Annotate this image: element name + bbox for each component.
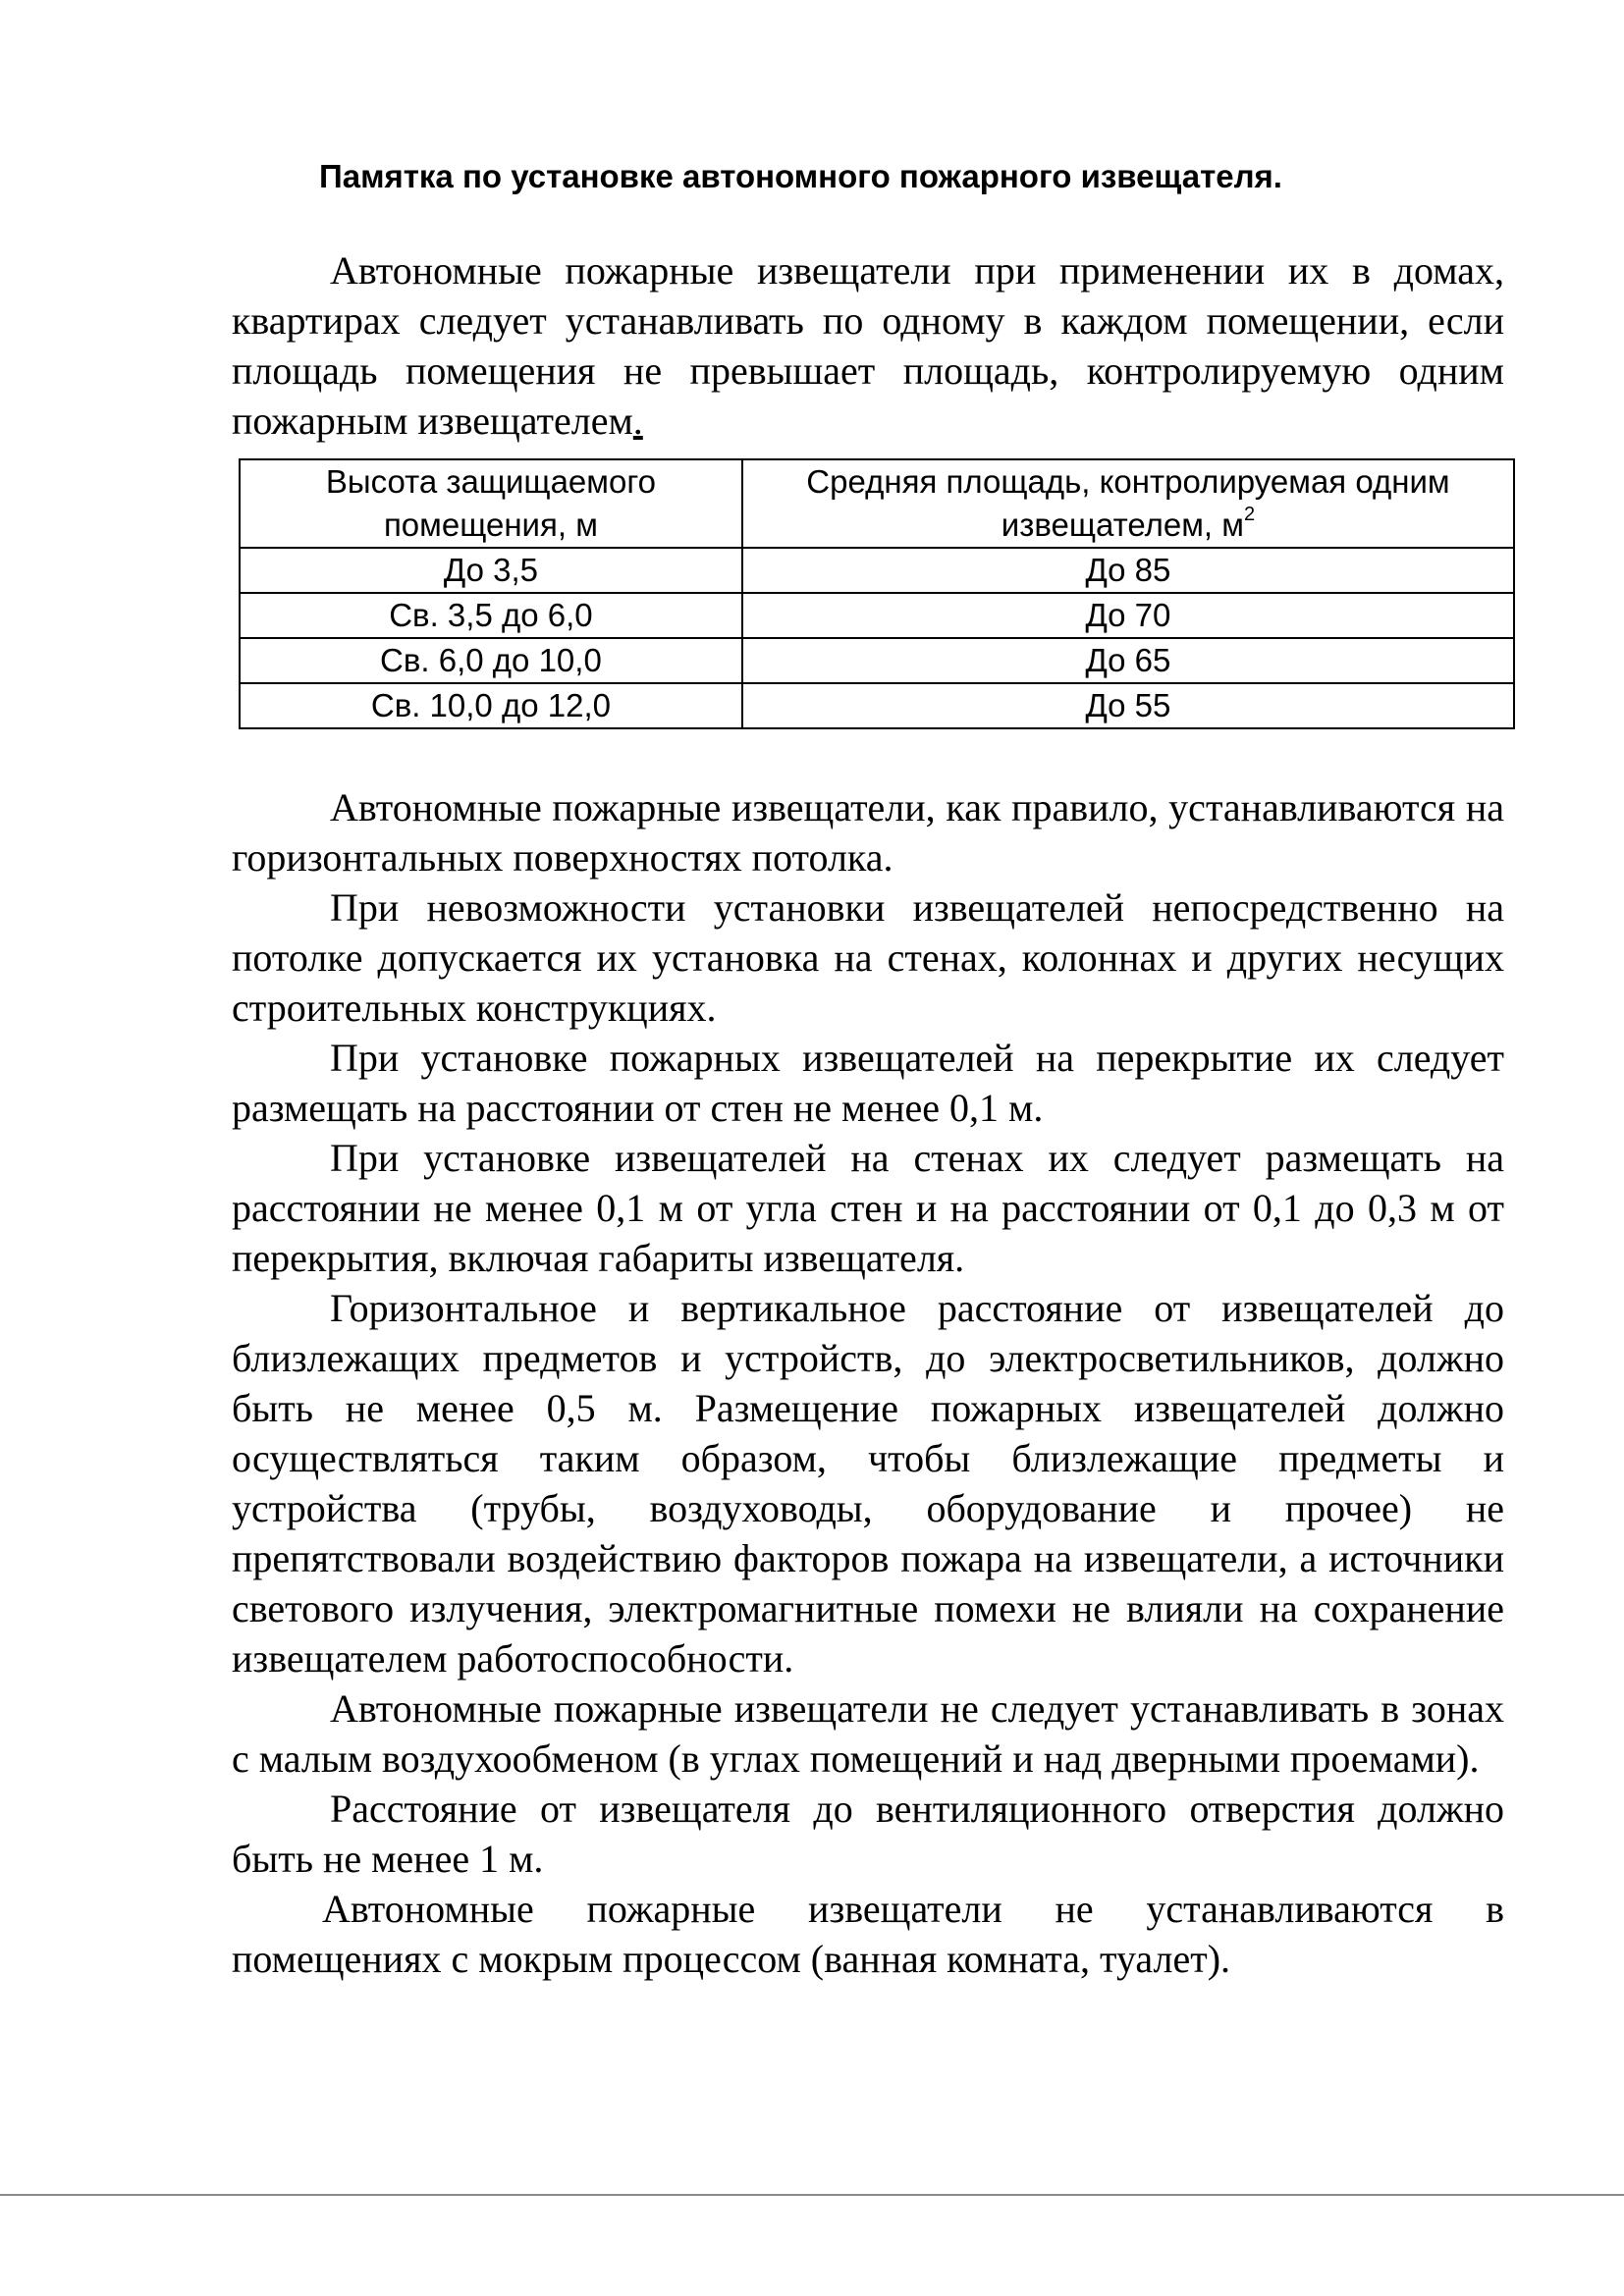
cell-area: До 55	[742, 683, 1514, 728]
cell-area: До 70	[742, 593, 1514, 638]
paragraph-wall-distance: При установке извещателей на стенах их следует размещать на расстоянии не менее 0,1 м от угла стен и на расстоянии от 0,1 до 0,3 м от перекрытия, включая габариты извещателя.	[232, 1136, 1504, 1280]
header-area-label: Средняя площадь, контролируемая одним извещателем, м	[806, 463, 1450, 543]
cell-height: До 3,5	[240, 548, 742, 593]
header-area-unit-sup: 2	[1243, 504, 1256, 525]
header-area	[742, 459, 1514, 548]
coverage-table	[239, 458, 1515, 729]
body-text	[232, 782, 1504, 1984]
table-row	[240, 593, 1514, 638]
paragraph-ventilation: Расстояние от извещателя до вентиляционного отверстия должно быть не менее 1 м.	[232, 1787, 1504, 1881]
header-height	[240, 459, 742, 548]
intro-end-punct: .	[632, 399, 643, 443]
paragraph-ceiling-distance: При установке пожарных извещателей на перекрытие их следует размещать на расстоянии от стен не менее 0,1 м.	[232, 1036, 1504, 1130]
table-body	[240, 548, 1514, 728]
paragraph-wet-rooms: Автономные пожарные извещатели не устанавливаются в помещениях с мокрым процессом (ванная комната, туалет).	[232, 1887, 1504, 1981]
paragraph-clearance: Горизонтальное и вертикальное расстояние от извещателей до близлежащих предметов и устройств, до электросветильников, должно быть не менее 0,5 м. Размещение пожарных извещателей должно осуществляться таким образом, чтобы близлежащие предметы и устройства (трубы, воздуховоды, оборудование и прочее) не препятствовали воздействию факторов пожара на извещатели, а источники светового излучения, электромагнитные помехи не влияли на сохранение извещателем работоспособности.	[232, 1286, 1504, 1681]
paragraph-ceiling: Автономные пожарные извещатели, как правило, устанавливаются на горизонтальных поверхностях потолка.	[232, 785, 1504, 880]
table-row	[240, 548, 1514, 593]
table-header-row	[240, 459, 1514, 548]
page-bottom-rule	[0, 2194, 1624, 2196]
cell-height: Св. 10,0 до 12,0	[240, 683, 742, 728]
intro-paragraph	[232, 245, 1504, 446]
intro-block	[232, 245, 1504, 446]
table-row	[240, 683, 1514, 728]
paragraph-air-exchange: Автономные пожарные извещатели не следует устанавливать в зонах с малым воздухообменом (в углах помещений и над дверными проемами).	[232, 1686, 1504, 1781]
document-title: Памятка по установке автономного пожарного извещателя.	[319, 158, 1282, 194]
paragraph-walls: При невозможности установки извещателей непосредственно на потолке допускается их установка на стенах, колоннах и других несущих строительных конструкциях.	[232, 885, 1504, 1030]
coverage-table-wrap	[239, 458, 1515, 729]
intro-text: Автономные пожарные извещатели при применении их в домах, квартирах следует устанавливать по одному в каждом помещении, если площадь помещения не превышает площадь, контролируемую одним пожарным извещателем	[232, 248, 1504, 443]
cell-height: Св. 3,5 до 6,0	[240, 593, 742, 638]
table-row	[240, 638, 1514, 683]
cell-height: Св. 6,0 до 10,0	[240, 638, 742, 683]
cell-area: До 85	[742, 548, 1514, 593]
header-height-label: Высота защищаемого помещения, м	[325, 463, 656, 543]
cell-area: До 65	[742, 638, 1514, 683]
